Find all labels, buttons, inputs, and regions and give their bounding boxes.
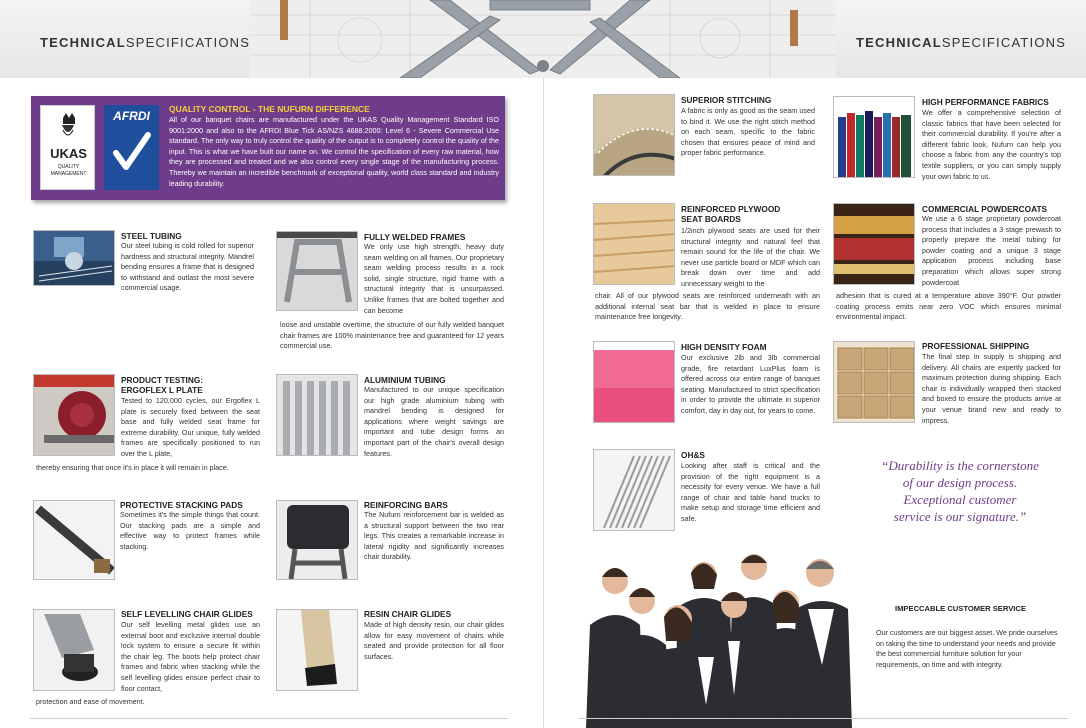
stacking-pads-photo [33, 500, 115, 580]
stitching-text: A fabric is only as good as the seam used to bind it. We use the right stitch method on each seam, specific to the fabric chosen that ensures peace of mind and proper fabric performance. [681, 106, 815, 158]
stacking-pads-title: PROTECTIVE STACKING PADS [120, 500, 243, 510]
plywood-text: 1/2inch plywood seats are used for their structural integrity and natural feel that remain sound for the life of the chair. We never use particle board or MDF which can break down over time and add unnecessary weight to the [681, 226, 820, 288]
powdercoats-title: COMMERCIAL POWDERCOATS [922, 204, 1048, 214]
foam-photo [593, 341, 675, 423]
header-banner [0, 0, 1086, 78]
foam-title: HIGH DENSITY FOAM [681, 342, 767, 352]
product-testing-photo [33, 374, 115, 456]
plywood-text-cont: chair. All of our plywood seats are reinforced underneath with an additional internal seat bar that is welded in place to ensure maintenance free longevity. [595, 291, 820, 322]
steel-tubing-title: STEEL TUBING [121, 231, 182, 241]
resin-glides-text: Made of high density resin, our chair glides allow for easy movement of chairs while seated and provide protection for all floor surfaces. [364, 620, 504, 661]
product-testing-title-2: ERGOFLEX L PLATE [121, 385, 203, 395]
quote-line: Exceptional customer [903, 492, 1017, 507]
plywood-photo [593, 203, 675, 285]
self-levelling-title: SELF LEVELLING CHAIR GLIDES [121, 609, 253, 619]
afrdi-logo: AFRDI [104, 105, 159, 190]
stacking-pads-text: Sometimes it's the simple things that count. Our stacking pads are a simple and effective way to protect frames while stacking. [120, 510, 260, 551]
page-header-right: TECHNICALSPECIFICATIONS [856, 35, 1067, 50]
steel-tubing-photo [33, 230, 115, 286]
blueprint-illustration [250, 0, 836, 78]
powdercoats-text: We use a 6 stage proprietary powdercoat process that includes a 3 stage prewash to properly prepare the metal tubing for powder coating and a unique 3 stage application process including base preparation which allows super strong powdercoat [922, 214, 1061, 287]
shipping-text: The final step in supply is shipping and delivery. All chairs are expertly packed for maximum protection during shipping. Each chair is individually wrapped then stacked and boxed to ensure the products arrive at your venue brand new and ready to impress. [922, 352, 1061, 425]
welded-frame-photo [276, 231, 358, 311]
ukas-logo: UKAS QUALITY MANAGEMENT [40, 105, 95, 190]
aluminium-text: Manufactured to our unique specification our high grade aluminium tubing with mandrel bending is designed for applications where weight savings are important and tube design forms an important part of the chair's overall design features. [364, 385, 504, 458]
aluminium-title: ALUMINIUM TUBING [364, 375, 446, 385]
powdercoats-photo [833, 203, 915, 285]
self-levelling-text: Our self levelling metal glides use an external boot and exclusive internal double lock system to ensure a secure fit within the chair leg. The boots help protect chair frames and fabric when stacking while the self levelling glides ensure perfect chair to floor contact, [121, 620, 260, 693]
qc-title: QUALITY CONTROL - THE NUFURN DIFFERENCE [169, 104, 370, 114]
pull-quote [850, 457, 1070, 525]
quote-line: service is our signature.” [893, 509, 1027, 524]
footer-rule-right [578, 718, 1068, 719]
qc-body: All of our banquet chairs are manufactured under the UKAS Quality Management Standard ISO 9001:2000 and also to the AFRDI Blue Tick AS/NZS 4688:2000: Level 6 - Severe Commercial Use standard. The only way to truly control the quality of the output is to completely control the quality of the input. This is what we have built our name on. We control the specification of every raw material, how they are processed and treated and we also control every single stage of the manufacturing process. Thereby we maintain an incredible benchmark of exceptional quality, world class standard and industry leading durability. [169, 115, 499, 188]
fabrics-title: HIGH PERFORMANCE FABRICS [922, 97, 1049, 107]
welded-frames-title: FULLY WELDED FRAMES [364, 232, 466, 242]
reinforcing-bars-title: REINFORCING BARS [364, 500, 448, 510]
plywood-title: REINFORCED PLYWOOD [681, 204, 781, 214]
reinforcing-bars-text: The Nufurn reinforcement bar is welded as a structural support between the two rear legs. This creates a remarkable increase in lateral rigidity and significantly increases chair durability. [364, 510, 504, 562]
quote-line: “Durability is the cornerstone [881, 458, 1039, 473]
self-levelling-glides-photo [33, 609, 115, 691]
reinforcing-bars-photo [276, 500, 358, 580]
team-photo [578, 545, 868, 728]
ohs-title: OH&S [681, 450, 705, 460]
customer-service-text: Our customers are our biggest asset. We pride ourselves on taking the time to understand your needs and provide the best commercial furniture solution for your requirements, on time and with integrity. [876, 628, 1058, 669]
welded-frames-text-cont: loose and unstable overtime, the structure of our fully welded banquet chair frames are 100% maintenance free and guaranteed for 12 years commercial use. [280, 320, 504, 351]
product-testing-title: PRODUCT TESTING: [121, 375, 204, 385]
fabrics-text: We offer a comprehensive selection of classic fabrics that have been selected for their commercial durability. If you're after a different fabric look, Nufurn can help you choose a fabric from any the country's top textile suppliers, or you can simply supply your own fabric to us. [922, 108, 1061, 181]
customer-service-title: IMPECCABLE CUSTOMER SERVICE [895, 604, 1026, 613]
stitching-title: SUPERIOR STITCHING [681, 95, 772, 105]
stitching-photo [593, 94, 675, 176]
quality-control-panel [31, 96, 505, 200]
product-testing-text-cont: thereby ensuring that once it's in place it will remain in place. [36, 463, 229, 472]
shipping-title: PROFESSIONAL SHIPPING [922, 341, 1030, 351]
foam-text: Our exclusive 2lb and 3lb commercial grade, fire retardant LuxPlus foam is offered across our entire range of banquet seating. Manufactured to strict specification in order to provide the ultimate in superior comfort, day in day out, for years to come. [681, 353, 820, 415]
plywood-title-2: SEAT BOARDS [681, 214, 741, 224]
shipping-photo [833, 341, 915, 423]
page-spine [543, 78, 544, 728]
fabrics-photo [833, 96, 915, 178]
resin-glides-photo [276, 609, 358, 691]
product-testing-text: Tested to 120,000 cycles, our Ergoflex L plate is securely fixed between the seat base and fully welded seat frame for extreme durability. Our unique, fully welded frames are specifically positioned to run over the L plate, [121, 396, 260, 458]
self-levelling-text-cont: protection and ease of movement. [36, 697, 145, 706]
quote-line: of our design process. [902, 475, 1018, 490]
page-header-left: TECHNICALSPECIFICATIONS [40, 35, 251, 50]
powdercoats-text-cont: adhesion that is cured at a temperature above 390°F. Our powder coating process emits near zero VOC which ensures minimal environmental impact. [836, 291, 1061, 322]
resin-glides-title: RESIN CHAIR GLIDES [364, 609, 452, 619]
footer-rule-left [30, 718, 508, 719]
welded-frames-text: We only use high strength, heavy duty seam welding on all frames. Our proprietary seam welding process results in a rock solid, single structure, rigid frame with a structural integrity that is unsurpassed. Unlike frames that are bolted together and can become [364, 242, 504, 315]
ohs-photo [593, 449, 675, 531]
aluminium-tubing-photo [276, 374, 358, 456]
ohs-text: Looking after staff is critical and the provision of the right equipment is a necessity for every venue. We have a full range of chair and table hand trucks to make setup and storage time efficient and safe. [681, 461, 820, 523]
steel-tubing-text: Our steel tubing is cold rolled for superior hardness and structural integrity. Mandrel bending ensures a frame that is designed to withstand and outlast the most severe commercial usage. [121, 241, 254, 293]
